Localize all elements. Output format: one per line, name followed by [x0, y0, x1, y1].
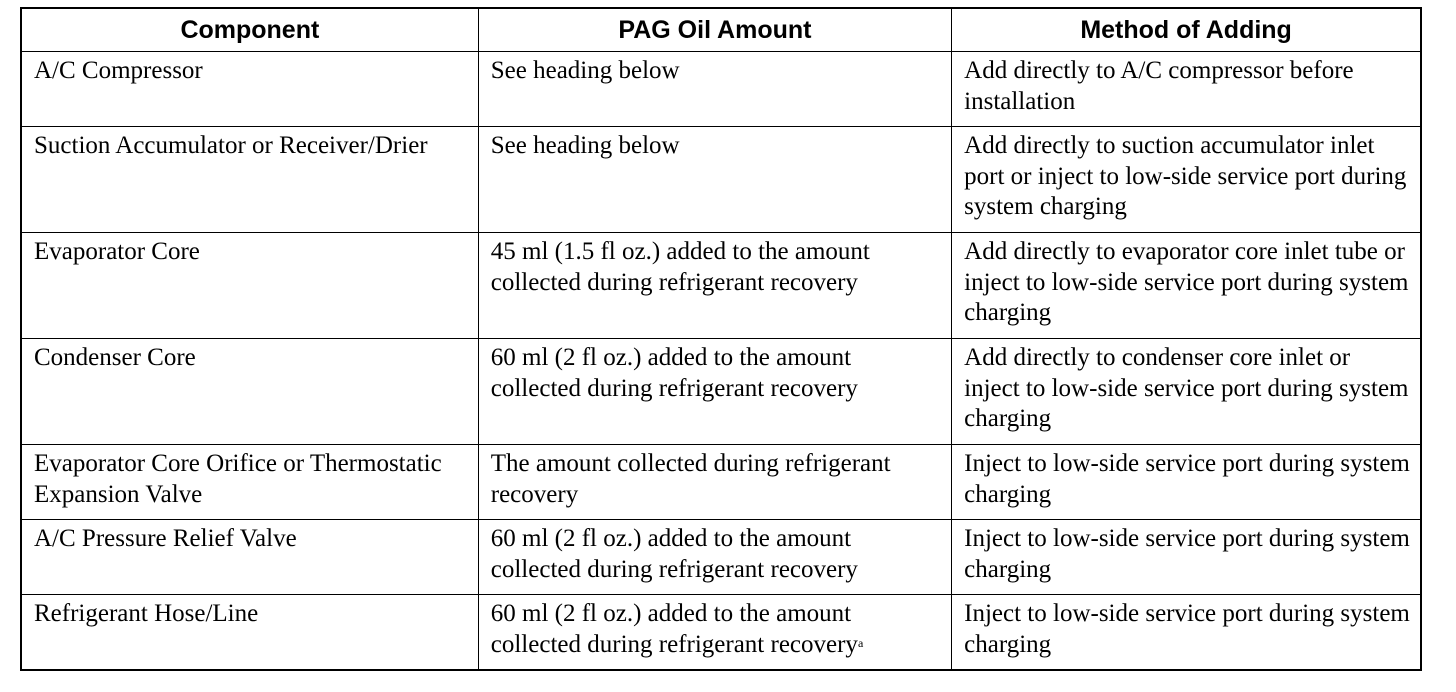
table-row — [21, 520, 1421, 595]
cell-component: Refrigerant Hose/Line — [21, 595, 478, 671]
footnote-marker: a — [857, 635, 864, 650]
table-row — [21, 127, 1421, 233]
cell-method: Add directly to A/C compressor before installation — [952, 52, 1421, 127]
table-row — [21, 339, 1421, 445]
pag-oil-table — [20, 7, 1422, 671]
cell-method: Inject to low-side service port during system charging — [952, 445, 1421, 520]
cell-amount: 45 ml (1.5 fl oz.) added to the amount collected during refrigerant recovery — [478, 233, 951, 339]
header-method-of-adding: Method of Adding — [952, 8, 1421, 52]
header-component: Component — [21, 8, 478, 52]
table-row — [21, 52, 1421, 127]
cell-method: Add directly to condenser core inlet or inject to low-side service port during system charging — [952, 339, 1421, 445]
cell-amount: The amount collected during refrigerant recovery — [478, 445, 951, 520]
table-row — [21, 445, 1421, 520]
cell-method: Add directly to suction accumulator inlet port or inject to low-side service port during system charging — [952, 127, 1421, 233]
cell-method: Add directly to evaporator core inlet tube or inject to low-side service port during system charging — [952, 233, 1421, 339]
cell-component: A/C Compressor — [21, 52, 478, 127]
cell-amount: See heading below — [478, 127, 951, 233]
cell-method: Inject to low-side service port during system charging — [952, 520, 1421, 595]
cell-method: Inject to low-side service port during system charging — [952, 595, 1421, 671]
header-pag-oil-amount: PAG Oil Amount — [478, 8, 951, 52]
cell-amount: 60 ml (2 fl oz.) added to the amount collected during refrigerant recovery — [478, 520, 951, 595]
header-row — [21, 8, 1421, 52]
table-row — [21, 233, 1421, 339]
cell-component: Evaporator Core — [21, 233, 478, 339]
cell-amount-text: 60 ml (2 fl oz.) added to the amount collected during refrigerant recovery — [490, 600, 858, 658]
cell-amount: 60 ml (2 fl oz.) added to the amount collected during refrigerant recovery — [478, 339, 951, 445]
cell-amount: See heading below — [478, 52, 951, 127]
cell-component: A/C Pressure Relief Valve — [21, 520, 478, 595]
cell-component: Evaporator Core Orifice or Thermostatic Expansion Valve — [21, 445, 478, 520]
cell-component: Suction Accumulator or Receiver/Drier — [21, 127, 478, 233]
cell-amount — [478, 595, 951, 671]
table-row — [21, 595, 1421, 671]
cell-component: Condenser Core — [21, 339, 478, 445]
